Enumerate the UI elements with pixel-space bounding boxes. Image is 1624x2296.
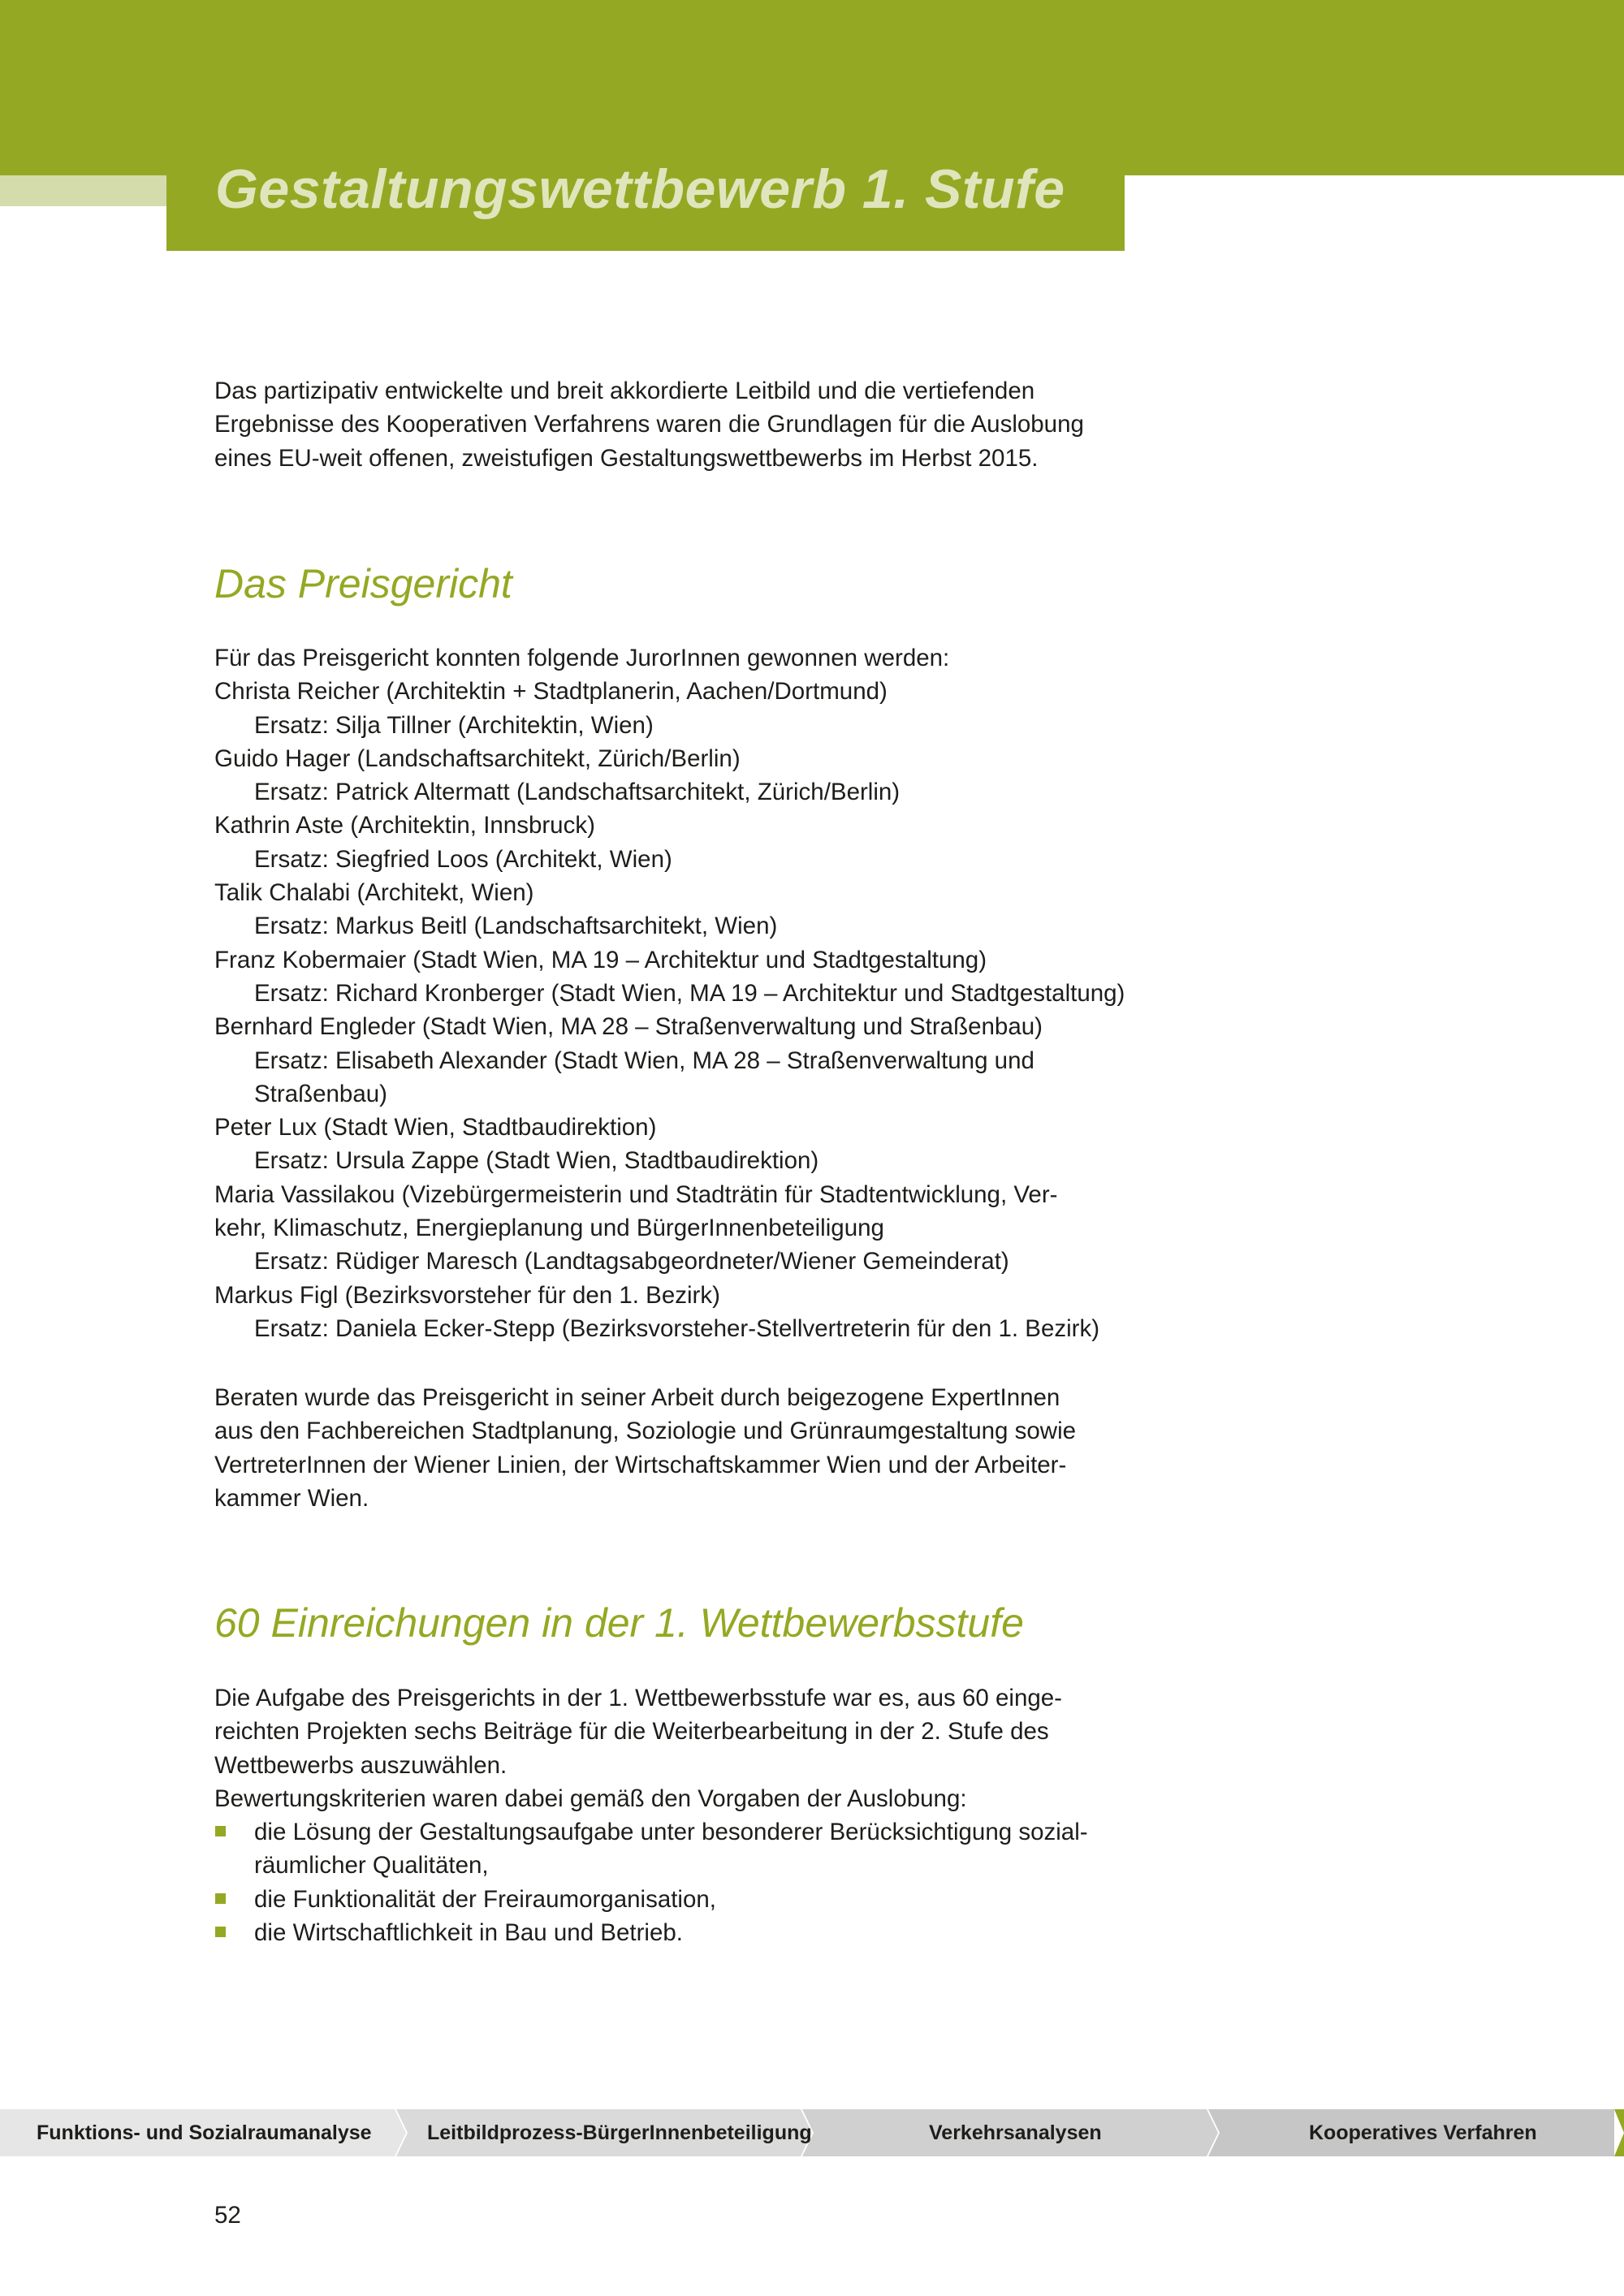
jury-member: Franz Kobermaier (Stadt Wien, MA 19 – Architektur und Stadtgestaltung) [214, 946, 987, 973]
jury-member: Bernhard Engleder (Stadt Wien, MA 28 – Straßenverwaltung und Straßenbau) [214, 1013, 1043, 1041]
jury-member: Markus Figl (Bezirksvorsteher für den 1. Bezirk) [214, 1281, 720, 1309]
nav-item-sozialraumanalyse[interactable]: Funktions- und Sozialraumanalyse [37, 2121, 372, 2144]
advisors-line: aus den Fachbereichen Stadtplanung, Soziologie und Grünraumgestaltung sowie [214, 1418, 1077, 1445]
jury-list [214, 641, 1140, 1345]
jury-substitute: Straßenbau) [254, 1080, 387, 1107]
jury-member: Maria Vassilakou (Vizebürgermeisterin und Stadträtin für Stadtentwicklung, Ver- [214, 1180, 1058, 1208]
criteria-text: die Funktionalität der Freiraumorganisation, [254, 1885, 716, 1913]
criteria-text: die Lösung der Gestaltungsaufgabe unter besonderer Berücksichtigung sozial- [254, 1819, 1088, 1846]
jury-substitute: Ersatz: Daniela Ecker-Stepp (Bezirksvorsteher-Stellvertreterin für den 1. Bezirk) [254, 1314, 1100, 1342]
intro-line: eines EU-weit offenen, zweistufigen Gestaltungswettbewerbs im Herbst 2015. [214, 444, 1039, 472]
page-title: Gestaltungswettbewerb 1. Stufe [215, 158, 1065, 220]
submissions-line: Bewertungskriterien waren dabei gemäß den Vorgaben der Auslobung: [214, 1785, 967, 1812]
chapter-navigation [0, 2109, 1624, 2156]
square-bullet-icon [215, 1893, 226, 1904]
criteria-text-continued: räumlicher Qualitäten, [254, 1852, 489, 1880]
page-number: 52 [214, 2202, 241, 2229]
jury-substitute: Ersatz: Silja Tillner (Architektin, Wien) [254, 711, 654, 739]
advisors-line: VertreterInnen der Wiener Linien, der Wirtschaftskammer Wien und der Arbeiter- [214, 1451, 1067, 1478]
header-band [0, 0, 1624, 175]
intro-line: Das partizipativ entwickelte und breit akkordierte Leitbild und die vertiefenden [214, 378, 1035, 404]
jury-substitute: Ersatz: Siegfried Loos (Architekt, Wien) [254, 845, 672, 873]
jury-member: Christa Reicher (Architektin + Stadtplanerin, Aachen/Dortmund) [214, 678, 888, 706]
jury-substitute: Ersatz: Patrick Altermatt (Landschaftsarchitekt, Zürich/Berlin) [254, 779, 901, 806]
intro-line: Ergebnisse des Kooperativen Verfahrens waren die Grundlagen für die Auslobung [214, 411, 1084, 438]
jury-substitute: Ersatz: Rüdiger Maresch (Landtagsabgeordneter/Wiener Gemeinderat) [254, 1248, 1009, 1275]
jury-lead: Für das Preisgericht konnten folgende JurorInnen gewonnen werden: [214, 645, 950, 671]
header-accent-strip [0, 175, 166, 206]
chapter-arrow-current [1614, 2109, 1624, 2156]
square-bullet-icon [215, 1927, 226, 1937]
submissions-line: Wettbewerbs auszuwählen. [214, 1751, 508, 1779]
jury-member-continued: kehr, Klimaschutz, Energieplanung und BürgerInnenbeteiligung [214, 1215, 884, 1242]
jury-member: Kathrin Aste (Architektin, Innsbruck) [214, 812, 595, 839]
jury-substitute: Ersatz: Markus Beitl (Landschaftsarchitekt, Wien) [254, 913, 778, 940]
intro-paragraph [214, 374, 1140, 475]
jury-heading: Das Preisgericht [214, 561, 512, 606]
submissions-paragraph [214, 1681, 1140, 1949]
list-item [214, 1916, 1140, 1949]
submissions-line: reichten Projekten sechs Beiträge für die Weiterbearbeitung in der 2. Stufe des [214, 1718, 1049, 1746]
nav-item-verkehrsanalysen[interactable]: Verkehrsanalysen [929, 2121, 1102, 2144]
jury-substitute: Ersatz: Ursula Zappe (Stadt Wien, Stadtbaudirektion) [254, 1147, 819, 1175]
submissions-heading: 60 Einreichungen in der 1. Wettbewerbsstufe [214, 1600, 1024, 1646]
list-item [214, 1883, 1140, 1916]
jury-member: Guido Hager (Landschaftsarchitekt, Zürich/Berlin) [214, 744, 741, 772]
jury-member: Peter Lux (Stadt Wien, Stadtbaudirektion) [214, 1114, 657, 1142]
criteria-text: die Wirtschaftlichkeit in Bau und Betrieb. [254, 1919, 683, 1947]
square-bullet-icon [215, 1826, 226, 1836]
advisors-paragraph [214, 1381, 1140, 1515]
nav-item-kooperatives-verfahren[interactable]: Kooperatives Verfahren [1309, 2121, 1537, 2144]
title-box [166, 158, 1125, 251]
advisors-line: kammer Wien. [214, 1484, 369, 1512]
advisors-line: Beraten wurde das Preisgericht in seiner Arbeit durch beigezogene ExpertInnen [214, 1384, 1060, 1411]
jury-member: Talik Chalabi (Architekt, Wien) [214, 879, 534, 907]
jury-substitute: Ersatz: Richard Kronberger (Stadt Wien, MA 19 – Architektur und Stadtgestaltung) [254, 979, 1125, 1007]
jury-substitute: Ersatz: Elisabeth Alexander (Stadt Wien, MA 28 – Straßenverwaltung und [254, 1047, 1034, 1074]
submissions-line: Die Aufgabe des Preisgerichts in der 1. Wettbewerbsstufe war es, aus 60 einge- [214, 1685, 1062, 1711]
criteria-list [214, 1815, 1140, 1949]
list-item [214, 1815, 1140, 1883]
nav-item-leitbildprozess[interactable]: Leitbildprozess-BürgerInnenbeteiligung [427, 2121, 812, 2144]
